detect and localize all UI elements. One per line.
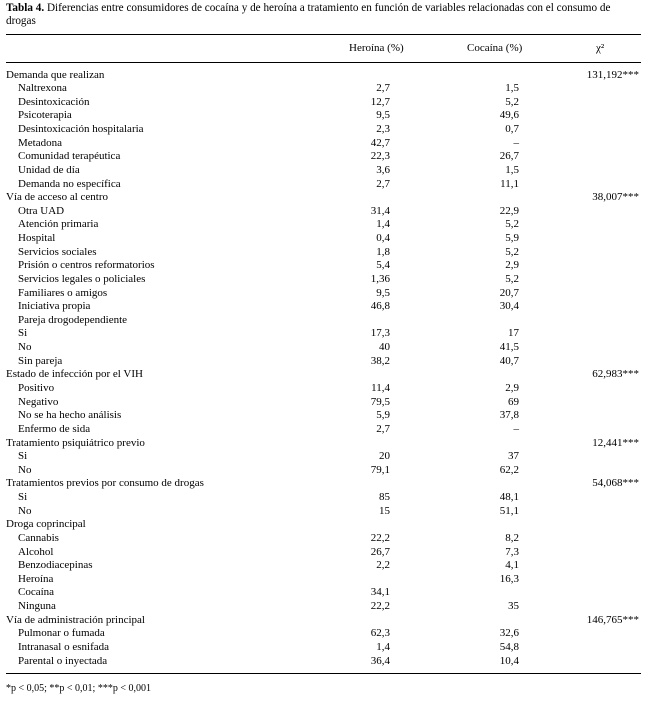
cell-cocaina: 0,7 (505, 123, 519, 136)
cell-heroina: 0,4 (376, 232, 390, 245)
table-row (6, 559, 641, 573)
cell-heroina: 36,4 (370, 654, 390, 667)
cell-heroina: 46,8 (370, 300, 390, 313)
cell-cocaina: 2,9 (505, 259, 519, 272)
cell-heroina: 15 (379, 504, 390, 517)
table-row (6, 505, 641, 519)
table-row (6, 600, 641, 614)
table-group-row (6, 191, 641, 205)
table-row (6, 396, 641, 410)
table-row (6, 82, 641, 96)
cell-heroina: 2,2 (376, 559, 390, 572)
row-label: Familiares o amigos (18, 286, 108, 299)
table-row (6, 314, 641, 328)
row-label: Positivo (18, 381, 55, 394)
cell-cocaina: 51,1 (499, 504, 519, 517)
cell-chi-square: 131,192*** (586, 68, 639, 81)
cell-heroina: 2,7 (376, 177, 390, 190)
cell-cocaina: 5,2 (505, 218, 519, 231)
cell-cocaina: 10,4 (499, 654, 519, 667)
table-row (6, 232, 641, 246)
cell-cocaina: 32,6 (499, 627, 519, 640)
table-row (6, 355, 641, 369)
table-row (6, 327, 641, 341)
cell-heroina: 5,4 (376, 259, 390, 272)
row-label: No (18, 504, 32, 517)
cell-cocaina: 26,7 (499, 150, 519, 163)
cell-cocaina: 41,5 (499, 341, 519, 354)
cell-heroina: 40 (379, 341, 390, 354)
table-row (6, 96, 641, 110)
cell-heroina: 38,2 (370, 354, 390, 367)
cell-cocaina: 11,1 (500, 177, 519, 190)
row-label: Enfermo de sida (18, 422, 91, 435)
row-label: Parental o inyectada (18, 654, 108, 667)
cell-cocaina: 16,3 (499, 572, 519, 585)
cell-cocaina: 7,3 (505, 545, 519, 558)
table-row (6, 287, 641, 301)
cell-chi-square: 54,068*** (592, 477, 639, 490)
table-row (6, 205, 641, 219)
row-label: Intranasal o esnifada (18, 640, 110, 653)
cell-cocaina: 5,2 (505, 245, 519, 258)
cell-chi-square: 62,983*** (592, 368, 639, 381)
cell-heroina: 22,2 (370, 600, 390, 613)
cell-cocaina: 69 (508, 395, 519, 408)
row-label: Si (18, 450, 28, 463)
cell-heroina: 20 (379, 450, 390, 463)
cell-chi-square: 38,007*** (592, 191, 639, 204)
row-label: Tratamiento psiquiátrico previo (6, 436, 145, 449)
cell-cocaina: 37 (508, 450, 519, 463)
table-row (6, 641, 641, 655)
cell-heroina: 79,1 (370, 463, 390, 476)
table-row (6, 150, 641, 164)
cell-cocaina: 48,1 (499, 491, 519, 504)
table-caption-text: Diferencias entre consumidores de cocaína y de heroína a tratamiento en función de variables relacionadas con el consumo de drogas (6, 2, 611, 27)
table-row (6, 273, 641, 287)
cell-heroina: 62,3 (370, 627, 390, 640)
row-label: Servicios sociales (18, 245, 97, 258)
table-row (6, 123, 641, 137)
cell-heroina: 2,7 (376, 422, 390, 435)
row-label: Desintoxicación hospitalaria (18, 123, 144, 136)
cell-cocaina: 62,2 (499, 463, 519, 476)
table-row (6, 109, 641, 123)
row-label: Si (18, 491, 28, 504)
table-row (6, 164, 641, 178)
row-label: Heroína (18, 572, 54, 585)
table-row (6, 259, 641, 273)
row-label: Droga coprincipal (6, 518, 86, 531)
row-label: Sin pareja (18, 354, 63, 367)
row-label: Psicoterapia (18, 109, 72, 122)
table-group-row (6, 69, 641, 83)
cell-heroina: 22,3 (370, 150, 390, 163)
cell-cocaina: 17 (508, 327, 519, 340)
table-row (6, 546, 641, 560)
header-heroina: Heroína (%) (349, 42, 404, 54)
bottom-rule (6, 673, 641, 674)
row-label: Benzodiacepinas (18, 559, 93, 572)
table-row (6, 382, 641, 396)
footnote: *p < 0,05; **p < 0,01; ***p < 0,001 (6, 683, 151, 694)
row-label: No se ha hecho análisis (18, 409, 122, 422)
row-label: Cocaína (18, 586, 55, 599)
row-label: Alcohol (18, 545, 54, 558)
row-label: Cannabis (18, 531, 59, 544)
row-label: Comunidad terapéutica (18, 150, 121, 163)
cell-heroina: 11,4 (371, 381, 390, 394)
cell-heroina: 12,7 (370, 95, 390, 108)
cell-heroina: 17,3 (370, 327, 390, 340)
cell-cocaina: 1,5 (505, 163, 519, 176)
cell-heroina: 31,4 (370, 204, 390, 217)
table-row (6, 573, 641, 587)
cell-heroina: 1,4 (376, 218, 390, 231)
cell-heroina: 26,7 (370, 545, 390, 558)
top-rule (6, 34, 641, 35)
row-label: No (18, 463, 32, 476)
row-label: Unidad de día (18, 163, 80, 176)
cell-heroina: 3,6 (376, 163, 390, 176)
row-label: Vía de administración principal (6, 613, 145, 626)
cell-cocaina: 30,4 (499, 300, 519, 313)
row-label: Pulmonar o fumada (18, 627, 105, 640)
cell-cocaina: 22,9 (499, 204, 519, 217)
row-label: Vía de acceso al centro (6, 191, 108, 204)
cell-cocaina: 5,2 (505, 95, 519, 108)
table-row (6, 464, 641, 478)
row-label: Demanda no específica (18, 177, 121, 190)
cell-heroina: 1,8 (376, 245, 390, 258)
cell-chi-square: 12,441*** (592, 436, 639, 449)
row-label: Metadona (18, 136, 62, 149)
cell-heroina: 79,5 (370, 395, 390, 408)
table-caption (6, 2, 638, 28)
row-label: Atención primaria (18, 218, 99, 231)
row-label: Prisión o centros reformatorios (18, 259, 155, 272)
cell-cocaina: 2,9 (505, 381, 519, 394)
cell-cocaina: 5,2 (505, 272, 519, 285)
cell-heroina: 34,1 (370, 586, 390, 599)
row-label: Tratamientos previos por consumo de drogas (6, 477, 204, 490)
cell-cocaina: 1,5 (505, 82, 519, 95)
table-row (6, 178, 641, 192)
table-group-row (6, 477, 641, 491)
row-label: Negativo (18, 395, 59, 408)
table-row (6, 409, 641, 423)
cell-cocaina: 5,9 (505, 232, 519, 245)
cell-heroina: 1,4 (376, 640, 390, 653)
header-chi-square: χ² (596, 42, 605, 54)
row-label: Demanda que realizan (6, 68, 105, 81)
cell-chi-square: 146,765*** (586, 613, 639, 626)
table-row (6, 341, 641, 355)
cell-cocaina: 35 (508, 600, 519, 613)
row-label: Hospital (18, 232, 56, 245)
cell-heroina: 5,9 (376, 409, 390, 422)
cell-heroina: 2,7 (376, 82, 390, 95)
row-label: Naltrexona (18, 82, 67, 95)
cell-cocaina: 54,8 (499, 640, 519, 653)
table-row (6, 423, 641, 437)
table-caption-label: Tabla 4. (6, 2, 45, 14)
row-label: Ninguna (18, 600, 56, 613)
cell-cocaina: 4,1 (505, 559, 519, 572)
table-row (6, 491, 641, 505)
row-label: Otra UAD (18, 204, 65, 217)
cell-cocaina: 37,8 (499, 409, 519, 422)
table-row (6, 532, 641, 546)
table-row (6, 655, 641, 669)
cell-cocaina: – (513, 136, 519, 149)
row-label: Estado de infección por el VIH (6, 368, 143, 381)
table-row (6, 218, 641, 232)
row-label: Servicios legales o policiales (18, 272, 146, 285)
cell-cocaina: 20,7 (499, 286, 519, 299)
cell-heroina: 85 (379, 491, 390, 504)
cell-cocaina: 40,7 (499, 354, 519, 367)
header-rule (6, 62, 641, 63)
table-row (6, 300, 641, 314)
row-label: Si (18, 327, 28, 340)
table-row (6, 246, 641, 260)
table-group-row (6, 368, 641, 382)
table-group-row (6, 518, 641, 532)
cell-heroina: 22,2 (370, 531, 390, 544)
table-row (6, 586, 641, 600)
cell-cocaina: 8,2 (505, 531, 519, 544)
table-row (6, 137, 641, 151)
row-label: Desintoxicación (18, 95, 90, 108)
row-label: No (18, 341, 32, 354)
cell-heroina: 9,5 (376, 109, 390, 122)
table-group-row (6, 614, 641, 628)
table-group-row (6, 437, 641, 451)
header-cocaina: Cocaína (%) (467, 42, 523, 54)
cell-heroina: 2,3 (376, 123, 390, 136)
cell-cocaina: 49,6 (499, 109, 519, 122)
cell-heroina: 1,36 (370, 272, 390, 285)
row-label: Pareja drogodependiente (18, 313, 128, 326)
table-row (6, 450, 641, 464)
cell-heroina: 42,7 (370, 136, 390, 149)
cell-heroina: 9,5 (376, 286, 390, 299)
table-row (6, 627, 641, 641)
row-label: Iniciativa propia (18, 300, 91, 313)
cell-cocaina: – (513, 422, 519, 435)
